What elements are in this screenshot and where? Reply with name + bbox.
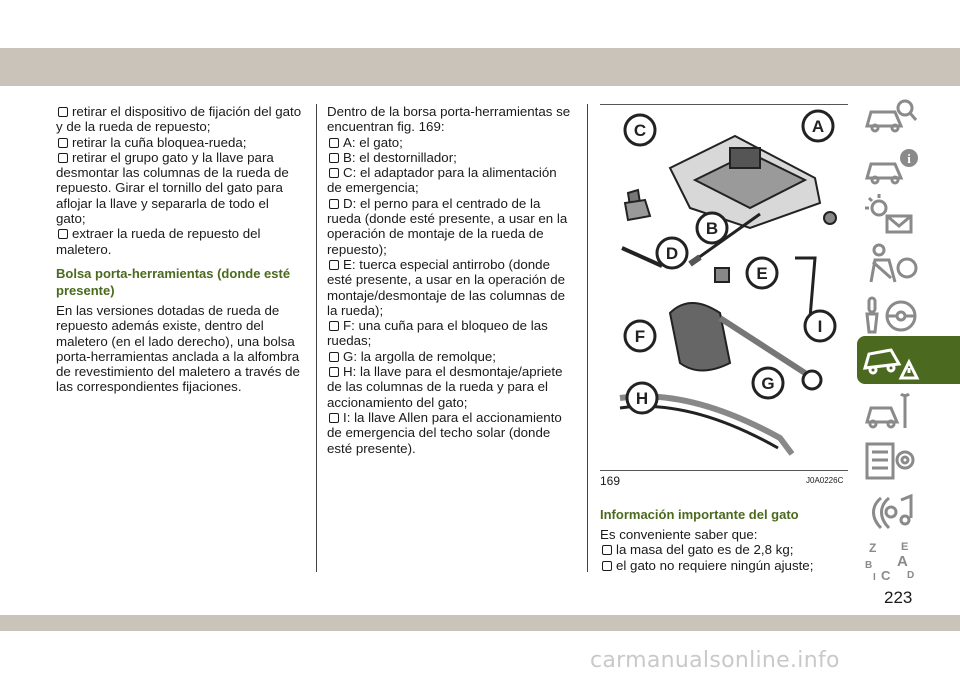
sidebar-tab-warning-lights[interactable]	[857, 190, 960, 238]
list-item: C: el adaptador para la alimentación de emergencia;	[327, 165, 557, 196]
figure-label-i: I	[817, 317, 823, 336]
index-letter: B	[865, 560, 873, 571]
emergency-car-icon	[861, 338, 921, 384]
figure-label-a: A	[811, 117, 825, 136]
car-info-icon	[861, 142, 921, 188]
sidebar-tab-technical-data[interactable]	[857, 436, 960, 484]
figure-bottom-rule	[600, 470, 848, 471]
checkbox-bullet-icon	[329, 413, 339, 423]
checkbox-bullet-icon	[329, 168, 339, 178]
header-band	[0, 48, 960, 86]
list-item: extraer la rueda de repuesto del maletero.	[56, 226, 261, 257]
paragraph: Dentro de la borsa porta-herramientas se encuentran fig. 169:	[327, 104, 571, 135]
list-item: F: una cuña para el bloqueo de las ruedas;	[327, 318, 548, 349]
sidebar-tab-multimedia[interactable]	[857, 486, 960, 534]
figure-label-b: B	[705, 219, 719, 238]
figure-label-f: F	[634, 327, 646, 346]
warning-lights-icon	[861, 192, 921, 238]
list-item: A: el gato;	[327, 135, 575, 150]
technical-data-icon	[861, 438, 921, 484]
column-divider	[587, 104, 588, 572]
checkbox-bullet-icon	[58, 229, 68, 239]
figure-label-g: G	[761, 374, 775, 393]
watermark: carmanualsonline.info	[590, 648, 840, 673]
column-2	[327, 104, 575, 456]
figure-label-h: H	[635, 389, 649, 408]
checkbox-bullet-icon	[329, 199, 339, 209]
sidebar-tab-car-search[interactable]	[857, 90, 960, 138]
checkbox-bullet-icon	[329, 367, 339, 377]
sidebar-tab-seat-safety[interactable]	[857, 240, 960, 288]
list-item: retirar la cuña bloquea-rueda;	[56, 135, 302, 150]
checkbox-bullet-icon	[329, 153, 339, 163]
sidebar-tab-car-maintenance[interactable]	[857, 386, 960, 434]
svg-text:i: i	[907, 151, 911, 166]
paragraph: En las versiones dotadas de rueda de repuesto además existe, dentro del maletero (en el lado derecho), una bolsa porta-herramientas anclada a la alfombra de revestimiento del maletero a través de las correspondientes fijaciones.	[56, 302, 300, 395]
paragraph: Es conveniente saber que:	[600, 527, 758, 542]
checkbox-bullet-icon	[58, 153, 68, 163]
list-item: B: el destornillador;	[327, 150, 575, 165]
figure-label-c: C	[633, 121, 647, 140]
checkbox-bullet-icon	[329, 138, 339, 148]
checkbox-bullet-icon	[329, 352, 339, 362]
index-letter: I	[873, 572, 876, 583]
multimedia-icon	[861, 488, 921, 534]
sidebar-tab-steering-controls[interactable]	[857, 290, 960, 338]
steering-controls-icon	[861, 292, 921, 338]
index-letter: D	[907, 570, 915, 581]
list-item: el gato no requiere ningún ajuste;	[600, 558, 848, 573]
list-item: I: la llave Allen para el accionamiento de emergencia del techo solar (donde esté presente).	[327, 409, 562, 456]
column-3	[600, 506, 848, 573]
figure-label-d: D	[665, 244, 679, 263]
car-search-icon	[861, 92, 921, 138]
car-maintenance-icon	[861, 388, 921, 434]
column-1	[56, 104, 302, 395]
list-item: retirar el dispositivo de fijación del gato y de la rueda de repuesto;	[56, 104, 302, 135]
tool-kit-figure	[600, 108, 848, 468]
list-item: la masa del gato es de 2,8 kg;	[600, 542, 848, 557]
list-item: D: el perno para el centrado de la rueda (donde esté presente, a usar en la operación de montaje de la rueda de repuesto);	[327, 195, 568, 257]
seat-safety-icon	[861, 242, 921, 288]
list-item: H: la llave para el desmontaje/apriete de las columnas de la rueda y para el accionamiento del gato;	[327, 364, 563, 410]
checkbox-bullet-icon	[602, 561, 612, 571]
figure-code: J0A0226C	[806, 476, 844, 485]
list-item: E: tuerca especial antirrobo (donde esté presente, a usar en la operación de montaje/desmontaje de las columnas de la rueda);	[327, 256, 566, 318]
figure-top-rule	[600, 104, 848, 105]
sidebar-tab-index[interactable]	[857, 536, 960, 584]
index-icon	[861, 538, 921, 584]
checkbox-bullet-icon	[602, 545, 612, 555]
index-letter: Z	[869, 541, 877, 555]
index-letter: E	[901, 541, 909, 553]
section-heading: Información importante del gato	[600, 507, 799, 522]
checkbox-bullet-icon	[58, 138, 68, 148]
checkbox-bullet-icon	[58, 107, 68, 117]
figure-number: 169	[600, 474, 621, 488]
footer-band	[0, 615, 960, 631]
page-number: 223	[884, 588, 913, 607]
checkbox-bullet-icon	[329, 321, 339, 331]
sidebar-tab-emergency[interactable]	[857, 336, 960, 384]
index-letter: A	[897, 553, 908, 570]
figure-label-e: E	[756, 264, 768, 283]
sidebar-tab-car-info[interactable]	[857, 140, 960, 188]
section-heading: Bolsa porta-herramientas (donde esté presente)	[56, 265, 291, 298]
checkbox-bullet-icon	[329, 260, 339, 270]
column-divider	[316, 104, 317, 572]
list-item: G: la argolla de remolque;	[327, 349, 575, 364]
index-letter: C	[881, 568, 891, 583]
list-item: retirar el grupo gato y la llave para desmontar las columnas de la rueda de repuesto. Girar el tornillo del gato para aflojar la llave y separarla de todo el gato;	[56, 149, 289, 227]
